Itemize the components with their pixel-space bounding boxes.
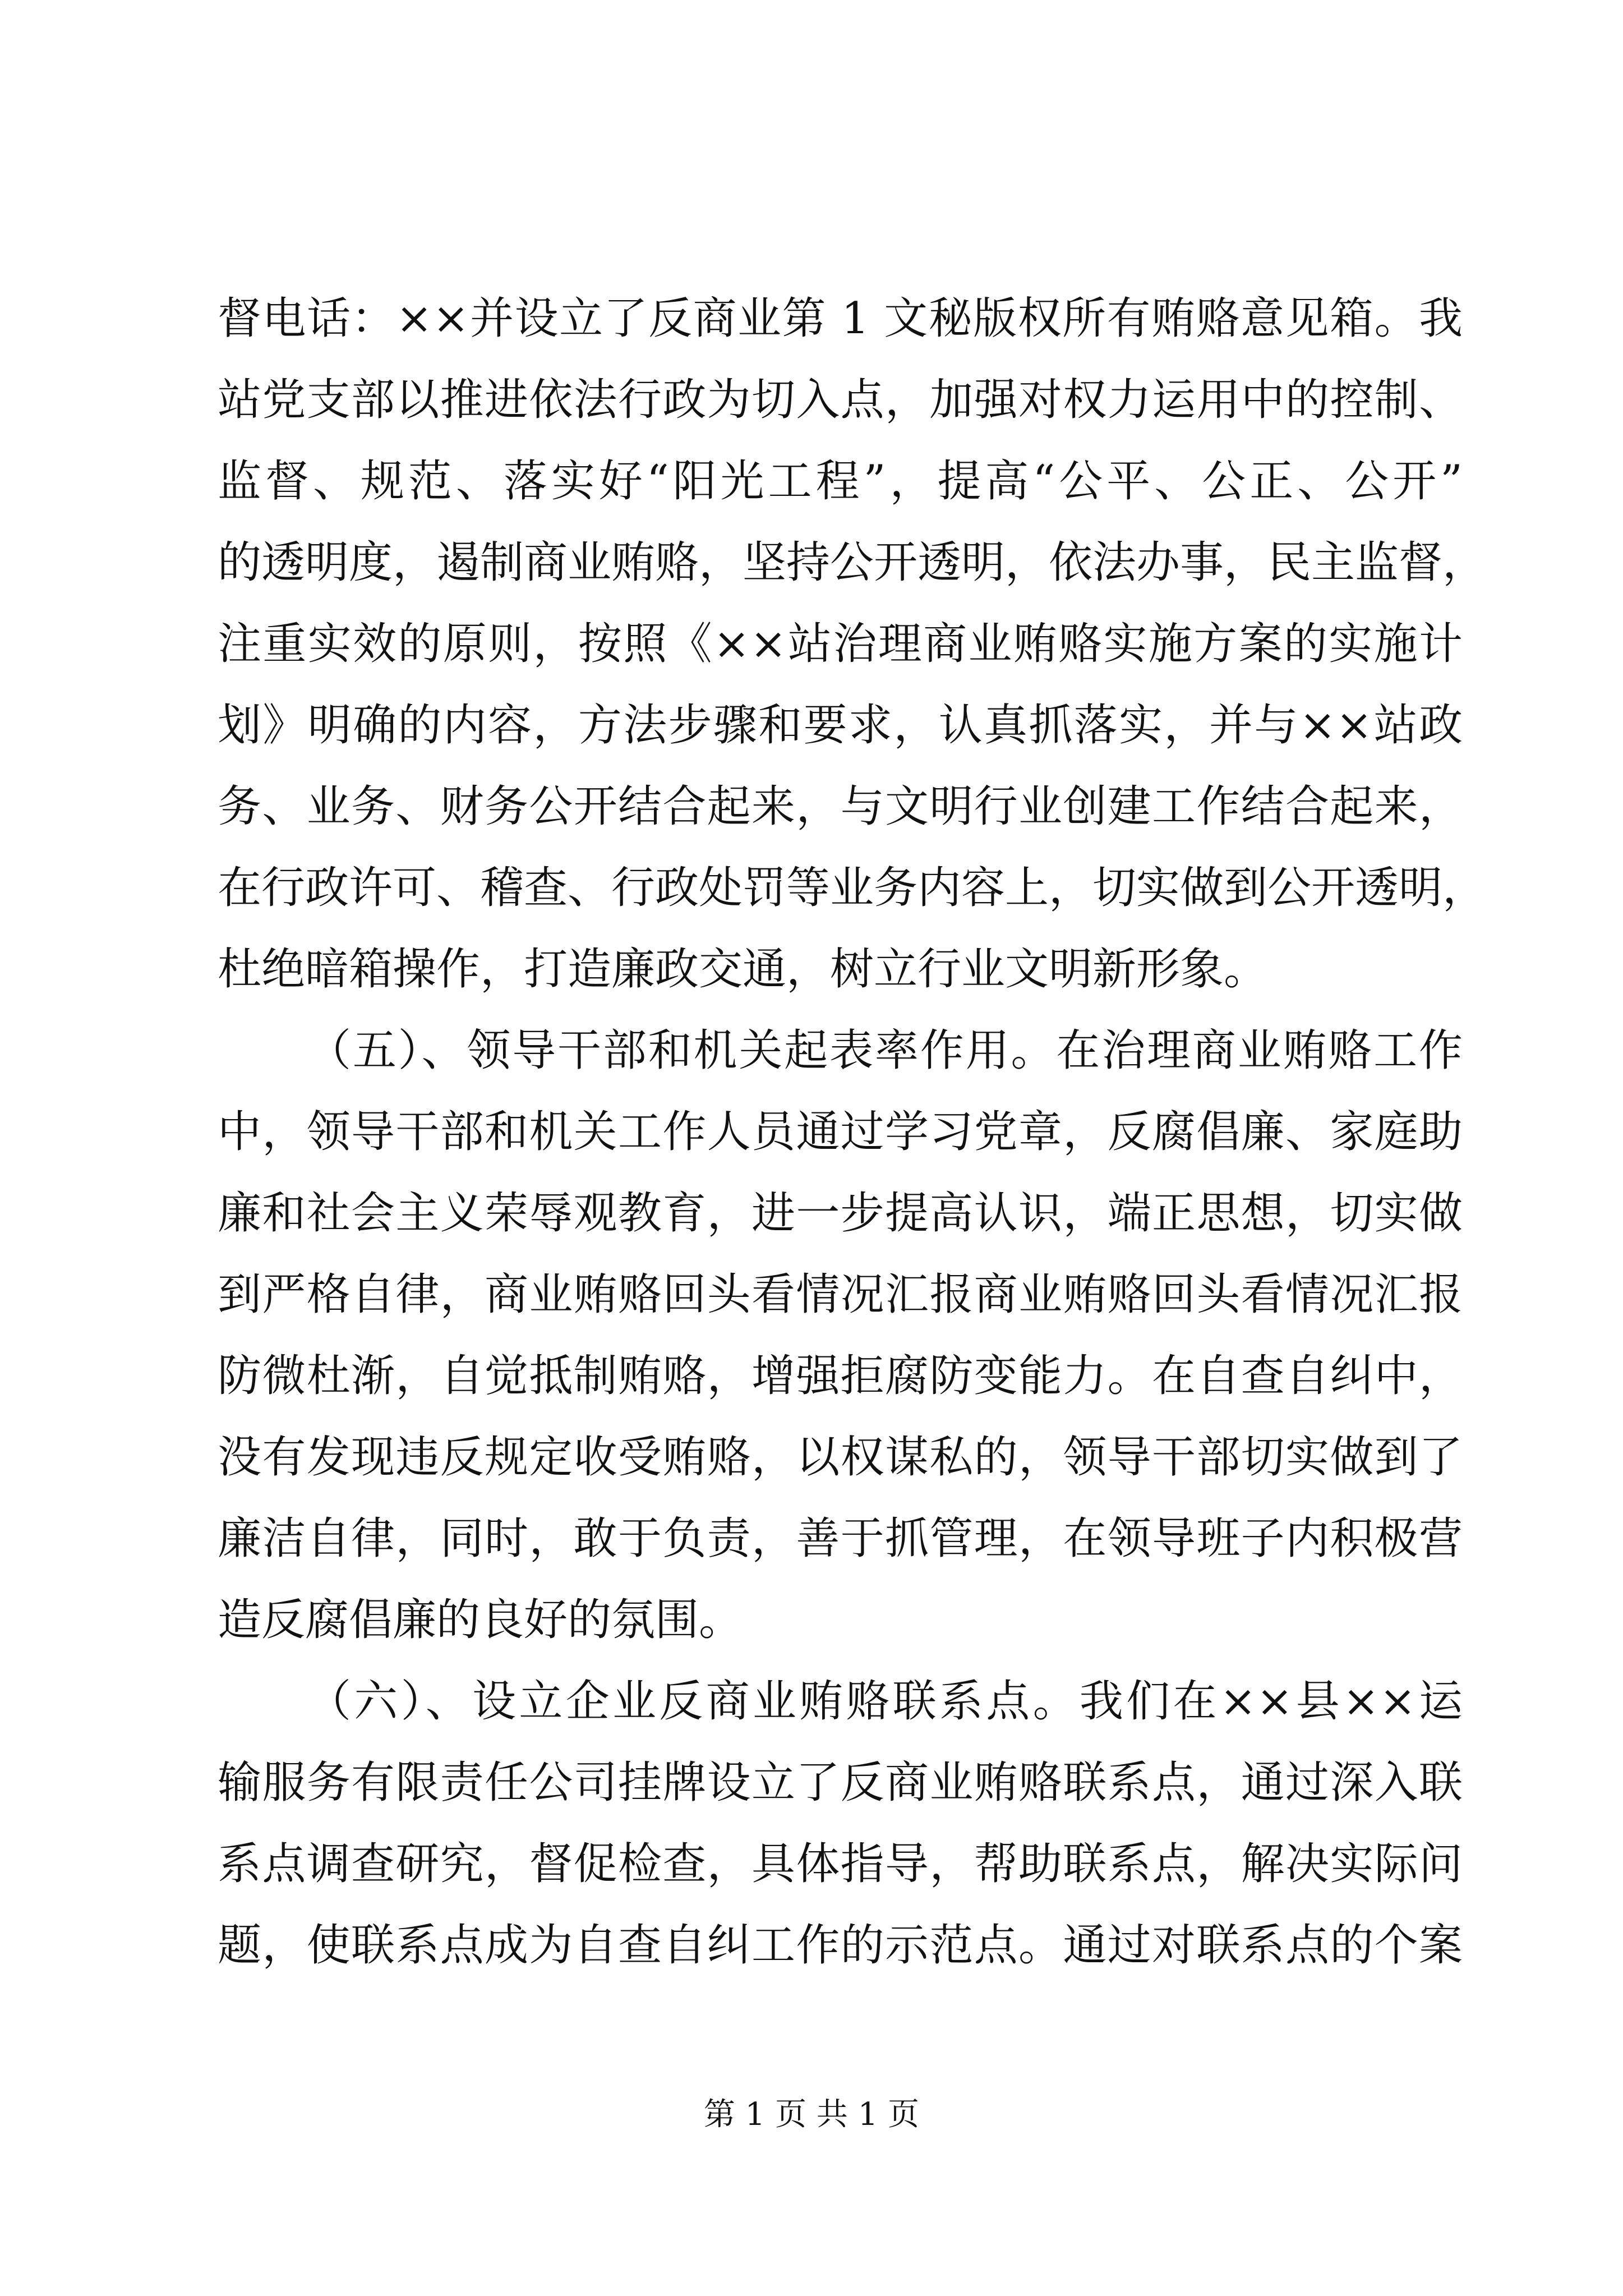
text-line: 输服务有限责任公司挂牌设立了反商业贿赂联系点，通过深入联: [218, 1757, 1463, 1808]
text-line: 没有发现违反规定收受贿赂，以权谋私的，领导干部切实做到了: [218, 1432, 1463, 1483]
text-line: 督电话：××并设立了反商业第 1 文秘版权所有贿赂意见箱。我: [218, 293, 1463, 344]
text-line: 中，领导干部和机关工作人员通过学习党章，反腐倡廉、家庭助: [218, 1107, 1463, 1157]
text-line: 注重实效的原则，按照《××站治理商业贿赂实施方案的实施计: [218, 619, 1463, 669]
page-number-label: 第 1 页 共 1 页: [703, 2096, 920, 2133]
text-line: 监督、规范、落实好“阳光工程”，提高“公平、公正、公开”: [218, 456, 1463, 507]
text-line: 务、业务、财务公开结合起来，与文明行业创建工作结合起来，: [218, 781, 1463, 832]
text-line: 杜绝暗箱操作，打造廉政交通，树立行业文明新形象。: [218, 944, 1268, 995]
page-footer: [0, 2092, 1623, 2137]
text-line: 廉和社会主义荣辱观教育，进一步提高认识，端正思想，切实做: [218, 1188, 1463, 1239]
text-line: 系点调查研究，督促检查，具体指导，帮助联系点，解决实际问: [218, 1839, 1463, 1889]
text-line: 防微杜渐，自觉抵制贿赂，增强拒腐防变能力。在自查自纠中，: [218, 1351, 1463, 1401]
text-line: 在行政许可、稽查、行政处罚等业务内容上，切实做到公开透明，: [218, 863, 1487, 913]
text-line: 廉洁自律，同时，敢于负责，善于抓管理，在领导班子内积极营: [218, 1513, 1463, 1564]
text-line: 站党支部以推进依法行政为切入点，加强对权力运用中的控制、: [218, 375, 1463, 425]
text-line: 题，使联系点成为自查自纠工作的示范点。通过对联系点的个案: [218, 1920, 1463, 1971]
paragraph-heading-5: （五）、领导干部和机关起表率作用。在治理商业贿赂工作: [307, 1025, 1463, 1076]
text-line: 造反腐倡廉的良好的氛围。: [218, 1595, 743, 1645]
text-line: 划》明确的内容，方法步骤和要求，认真抓落实，并与××站政: [218, 700, 1463, 751]
paragraph-heading-6: （六）、设立企业反商业贿赂联系点。我们在××县××运: [307, 1676, 1463, 1727]
document-body: [218, 278, 1487, 1986]
text-line: 的透明度，遏制商业贿赂，坚持公开透明，依法办事，民主监督，: [218, 537, 1487, 588]
text-line: 到严格自律，商业贿赂回头看情况汇报商业贿赂回头看情况汇报: [218, 1269, 1463, 1320]
